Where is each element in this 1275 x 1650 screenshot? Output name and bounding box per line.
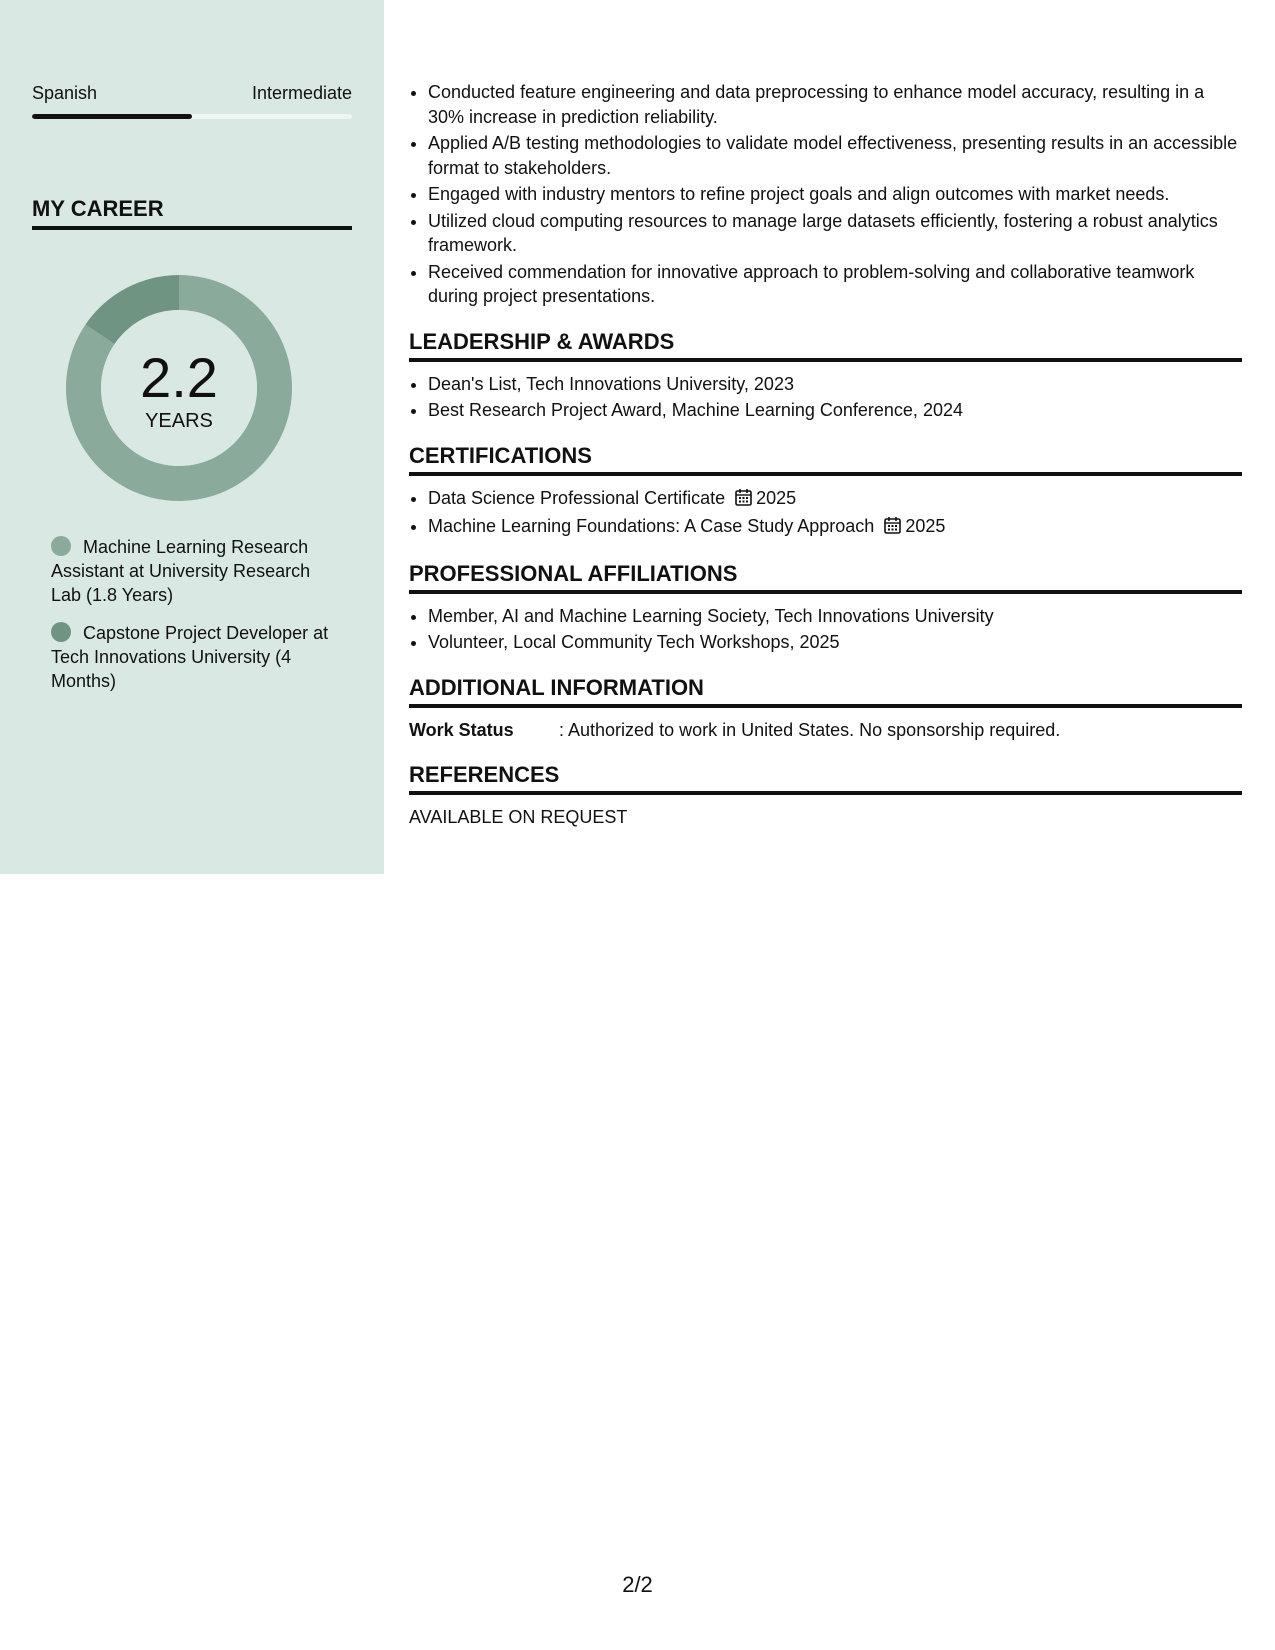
leadership-list	[409, 372, 1242, 423]
certification-item	[428, 514, 1242, 541]
career-legend-text: Capstone Project Developer at Tech Innovations University (4 Months)	[51, 623, 329, 691]
certifications-heading: CERTIFICATIONS	[409, 443, 1242, 476]
language-proficiency-fill	[32, 114, 192, 119]
career-legend-item	[51, 621, 336, 693]
affiliation-item: • Volunteer, Local Community Tech Workshops, 2025	[428, 630, 1242, 655]
language-name: Spanish	[32, 83, 98, 103]
work-status-value: : Authorized to work in United States. No sponsorship required.	[559, 719, 1061, 740]
career-donut-center	[66, 275, 292, 501]
legend-dot-icon	[51, 536, 71, 556]
leadership-item: • Dean's List, Tech Innovations University, 2023	[428, 372, 1242, 397]
career-legend-item	[51, 535, 336, 607]
certifications-list	[409, 486, 1242, 541]
certification-year: 2025	[756, 487, 797, 508]
language-row	[32, 82, 352, 104]
certification-year: 2025	[905, 516, 946, 536]
career-legend	[51, 535, 336, 707]
calendar-icon	[735, 488, 752, 513]
career-legend-text: Machine Learning Research Assistant at University Research Lab (1.8 Years)	[51, 537, 311, 605]
affiliations-list	[409, 604, 1242, 655]
experience-bullet: • Applied A/B testing methodologies to validate model effectiveness, presenting results in an accessible format to stakeholders.	[428, 131, 1242, 180]
page-number: 2/2	[622, 1572, 653, 1597]
references-heading: REFERENCES	[409, 762, 1242, 795]
experience-bullet-list	[409, 80, 1242, 309]
career-donut-chart	[66, 275, 292, 501]
experience-bullet: • Engaged with industry mentors to refine project goals and align outcomes with market needs.	[428, 182, 1242, 207]
experience-bullet: • Conducted feature engineering and data preprocessing to enhance model accuracy, resulting in a 30% increase in prediction reliability.	[428, 80, 1242, 129]
certification-name: Data Science Professional Certificate	[428, 487, 726, 508]
leadership-item: • Best Research Project Award, Machine Learning Conference, 2024	[428, 398, 1242, 423]
sidebar	[0, 0, 384, 874]
legend-dot-icon	[51, 622, 71, 642]
calendar-icon	[884, 516, 901, 541]
affiliations-heading: PROFESSIONAL AFFILIATIONS	[409, 561, 1242, 594]
affiliation-item: • Member, AI and Machine Learning Society, Tech Innovations University	[428, 604, 1242, 629]
experience-bullet: • Utilized cloud computing resources to manage large datasets efficiently, fostering a robust analytics framework.	[428, 209, 1242, 258]
experience-bullet: • Received commendation for innovative approach to problem-solving and collaborative teamwork during project presentations.	[428, 260, 1242, 309]
certification-name: Machine Learning Foundations: A Case Study Approach	[428, 516, 875, 536]
language-proficiency-bar	[32, 114, 352, 119]
career-heading: MY CAREER	[32, 196, 352, 230]
certification-item	[428, 486, 1242, 513]
references-text: AVAILABLE ON REQUEST	[409, 806, 628, 827]
main-content	[409, 80, 1242, 829]
work-status-row	[409, 718, 1242, 742]
additional-info-heading: ADDITIONAL INFORMATION	[409, 675, 1242, 708]
career-total-value: 2.2	[140, 346, 218, 409]
work-status-label: Work Status	[409, 719, 514, 740]
career-total-unit: YEARS	[145, 410, 213, 432]
leadership-heading: LEADERSHIP & AWARDS	[409, 329, 1242, 362]
language-level: Intermediate	[251, 83, 352, 103]
